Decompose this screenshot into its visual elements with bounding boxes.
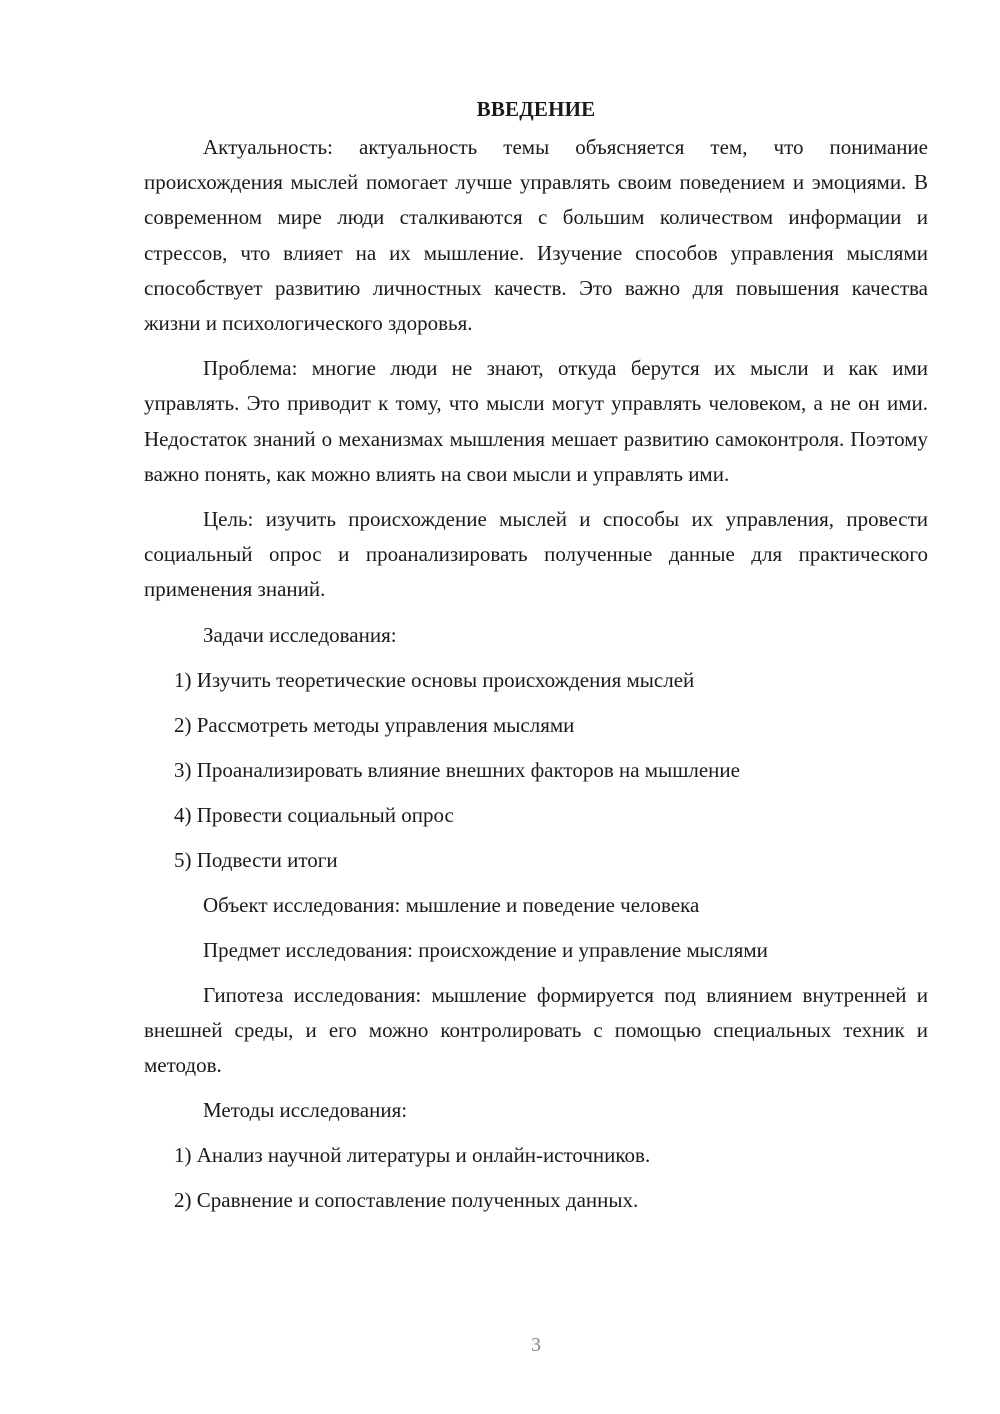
tasks-title: Задачи исследования:	[203, 622, 397, 647]
list-item: 4) Провести социальный опрос	[174, 802, 454, 827]
object-paragraph: Объект исследования: мышление и поведение человека	[203, 892, 700, 917]
goal-paragraph: Цель: изучить происхождение мыслей и способы их управления, провести социальный опрос и проанализировать полученные данные для практического применения знаний.	[144, 507, 928, 602]
page-number: 3	[531, 1334, 541, 1356]
hypothesis-paragraph: Гипотеза исследования: мышление формируется под влиянием внутренней и внешней среды, и его можно контролировать с помощью специальных техник и методов.	[144, 982, 928, 1078]
tasks-list	[144, 663, 928, 878]
subject-paragraph: Предмет исследования: происхождение и управление мыслями	[203, 937, 768, 962]
page-title: ВВЕДЕНИЕ	[476, 97, 596, 121]
methods-list	[144, 1138, 928, 1218]
list-item: 3) Проанализировать влияние внешних факторов на мышление	[174, 757, 740, 782]
list-item: 1) Изучить теоретические основы происхождения мыслей	[174, 667, 695, 692]
methods-title: Методы исследования:	[203, 1098, 408, 1123]
relevance-paragraph: Актуальность: актуальность темы объясняется тем, что понимание происхождения мыслей помогает лучше управлять своим поведением и эмоциями. В современном мире люди сталкиваются с большим количеством информации и стрессов, что влияет на их мышление. Изучение способов управления мыслями способствует развитию личностных качеств. Это важно для повышения качества жизни и психологического здоровья.	[144, 135, 928, 336]
problem-paragraph: Проблема: многие люди не знают, откуда берутся их мысли и как ими управлять. Это приводит к тому, что мысли могут управлять человеком, а не он ими. Недостаток знаний о механизмах мышления мешает развитию самоконтроля. Поэтому важно понять, как можно влиять на свои мысли и управлять ими.	[144, 356, 928, 486]
list-item: 1) Анализ научной литературы и онлайн-источников.	[174, 1143, 651, 1168]
list-item: 2) Сравнение и сопоставление полученных данных.	[174, 1188, 639, 1213]
list-item: 2) Рассмотреть методы управления мыслями	[174, 712, 575, 737]
document-page	[144, 92, 928, 1228]
list-item: 5) Подвести итоги	[174, 847, 338, 872]
